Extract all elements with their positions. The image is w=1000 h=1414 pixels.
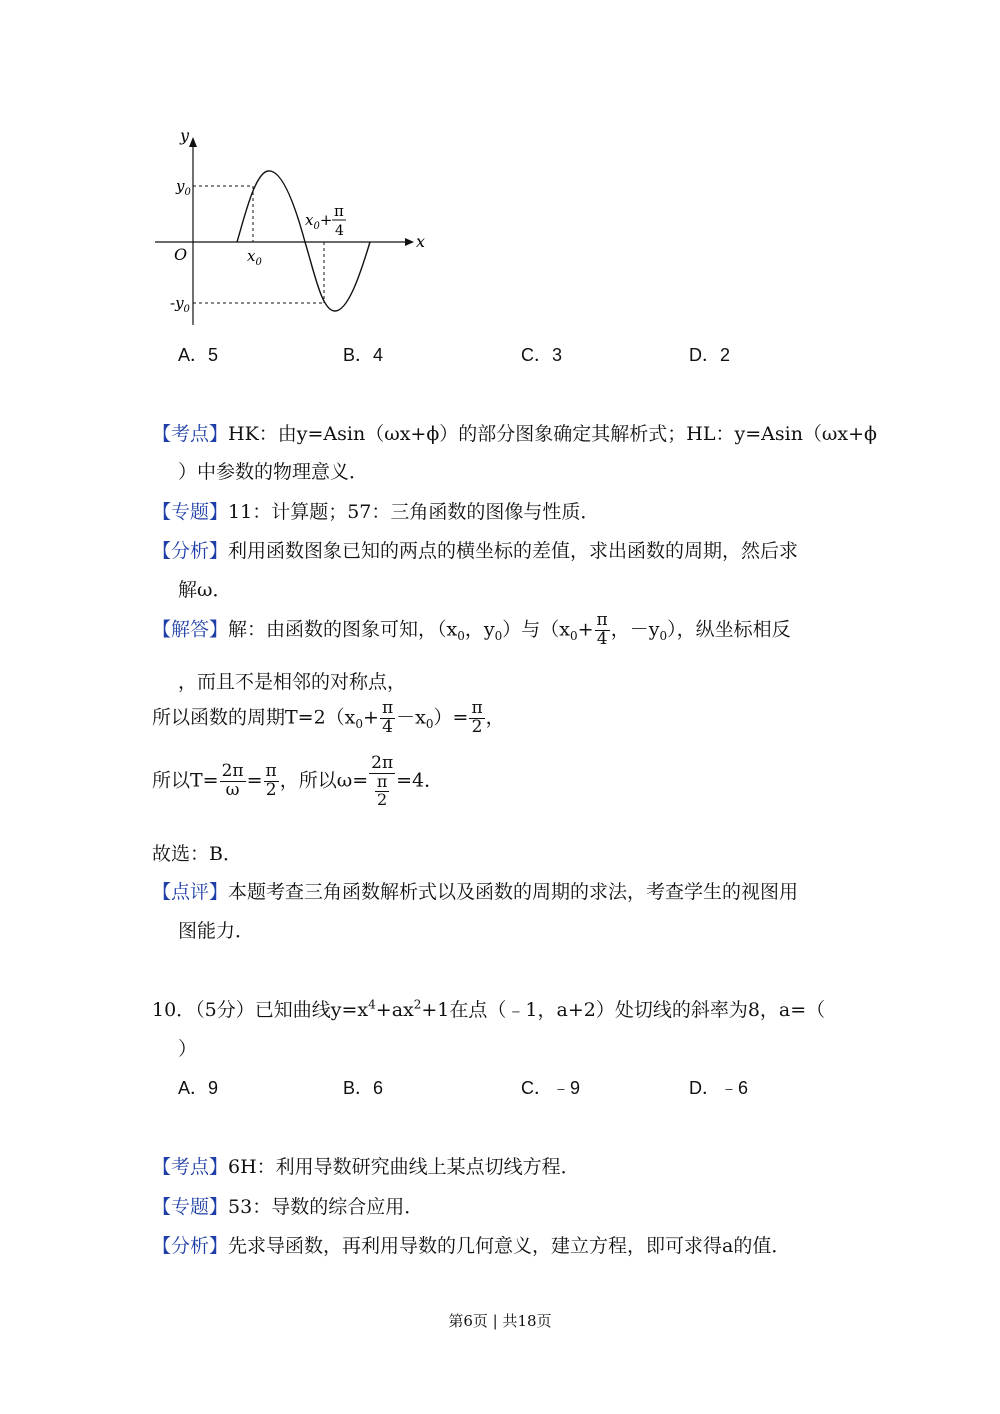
q9-kaodian: 【考点】HK：由y=Asin（ωx+ϕ）的部分图象确定其解析式；HL：y=Asin（ωx+ϕ [152, 423, 878, 445]
x0pi-label: $x_0+$ [305, 211, 333, 232]
q10-stem: 10．（5分）已知曲线$y=x^4+ax^2+1$在点（﹣1，a+2）处切线的斜率为8，a=（ [152, 997, 826, 1021]
q10-option-d[interactable]: D．﹣6 [689, 1078, 749, 1098]
sine-curve [237, 171, 370, 311]
fenxi-tag: 【分析】 [152, 540, 229, 562]
q10-fenxi: 【分析】先求导函数，再利用导数的几何意义，建立方程，即可求得a的值． [152, 1235, 791, 1257]
kaodian-tag: 【考点】 [152, 423, 229, 445]
pi-over-4: $\frac{\pi}{4}$ [596, 610, 608, 649]
q9-dianping: 【点评】本题考查三角函数解析式以及函数的周期的求法，考查学生的视图用 [152, 881, 799, 903]
q10-stem-cont: ） [178, 1038, 198, 1060]
x0pi-den: 4 [335, 223, 344, 239]
sine-graph [150, 125, 430, 335]
q9-fenxi: 【分析】利用函数图象已知的两点的横坐标的差值，求出函数的周期，然后求 [152, 540, 799, 562]
zhuanti-tag: 【专题】 [152, 501, 229, 523]
q9-fenxi-cont: 解ω． [178, 579, 232, 601]
neg-y0-label: $-y_0$ [170, 294, 190, 315]
q10-kaodian: 【考点】6H：利用导数研究曲线上某点切线方程． [152, 1156, 580, 1178]
origin-label: O [174, 245, 188, 264]
y-axis-arrow [189, 137, 197, 147]
q9-option-b[interactable]: B．4 [343, 345, 384, 365]
pi-over-2: $\frac{\pi}{2}$ [265, 761, 277, 801]
dianping-tag: 【点评】 [152, 881, 229, 903]
q9-option-c[interactable]: C．3 [521, 345, 563, 365]
kaodian-tag: 【考点】 [152, 1156, 229, 1178]
q9-period: 所以函数的周期$T=2(x_0+$ $\frac{\pi}{4}$ $-x_0)=$ $\frac{\pi}{2}$ ， [152, 698, 505, 737]
x0pi-num: π [334, 202, 344, 220]
pi-over-4: $\frac{\pi}{4}$ [381, 698, 394, 737]
jieda-tag: 【解答】 [152, 618, 229, 641]
q9-option-a[interactable]: A．5 [178, 345, 219, 365]
zhuanti-tag: 【专题】 [152, 1196, 229, 1218]
y-axis-label: y [180, 126, 190, 145]
x0-label: $x_0$ [247, 247, 262, 268]
q10-zhuanti: 【专题】53：导数的综合应用． [152, 1196, 424, 1218]
q9-dianping-cont: 图能力． [178, 920, 255, 942]
x-axis-arrow [405, 238, 414, 246]
q9-option-d[interactable]: D．2 [689, 345, 731, 365]
x-axis-label: x [416, 232, 426, 251]
q9-omega: 所以T= $\frac{2\pi}{\omega}$ = $\frac{\pi}{2}$ ，所以ω= $\frac{2\pi}{\frac{\pi}{2}}$ =4． [152, 753, 444, 809]
q10-option-b[interactable]: B．6 [343, 1078, 384, 1098]
page-footer: 第6页 | 共18页 [448, 1312, 552, 1330]
q9-jieda: 【解答】解：由函数的图象可知，（$x_0$，$y_0$）与（$x_0+$ $\frac{\pi}{4}$ ，$-y_0$），纵坐标相反 [152, 610, 791, 649]
two-pi-over-pi-over-2: $\frac{2\pi}{\frac{\pi}{2}}$ [371, 753, 394, 809]
q10-option-a[interactable]: A．9 [178, 1078, 219, 1098]
pi-over-2: $\frac{\pi}{2}$ [471, 698, 483, 737]
q9-jieda-cont: ，而且不是相邻的对称点， [178, 671, 407, 693]
q10-option-c[interactable]: C．﹣9 [521, 1078, 581, 1098]
fenxi-tag: 【分析】 [152, 1235, 229, 1257]
q9-zhuanti: 【专题】11：计算题；57：三角函数的图像与性质． [152, 501, 600, 523]
q9-guxuan: 故选：B． [152, 843, 242, 865]
two-pi-over-omega: $\frac{2\pi}{\omega}$ [221, 761, 244, 801]
y0-label: $y_0$ [176, 177, 191, 198]
q9-kaodian-cont: ）中参数的物理意义． [178, 461, 369, 483]
